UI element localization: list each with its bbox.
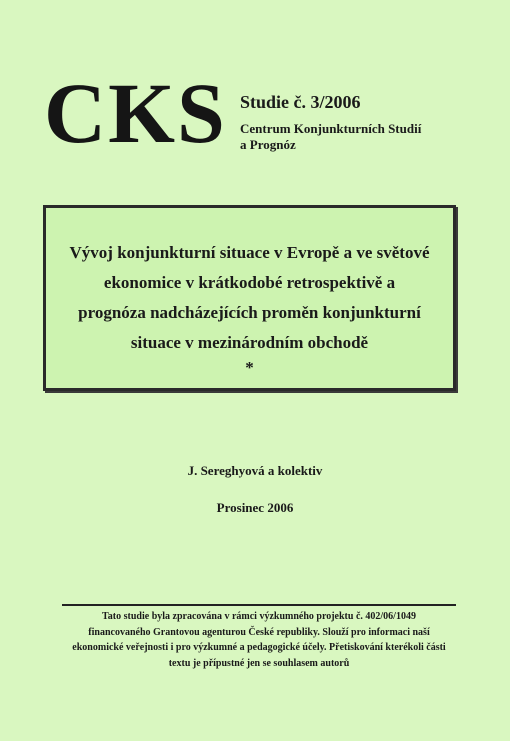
footnote-line-2: financovaného Grantovou agenturou České republiky. Slouží pro informaci naší xyxy=(88,626,430,638)
footnote-line-3: ekonomické veřejnosti i pro výzkumné a pedagogické účely. Přetiskování kterékoli části xyxy=(72,642,446,653)
asterisk: * xyxy=(245,358,254,377)
title-line-1: Vývoj konjunkturní situace v Evropě a ve světové xyxy=(69,243,430,262)
title-line-3: prognóza nadcházejících proměn konjunkturní xyxy=(78,303,421,322)
center-name-line1: Centrum Konjunkturních Studií xyxy=(240,121,422,136)
author: J. Sereghyová a kolektiv xyxy=(187,463,323,478)
footnote-line-4: textu je přípustné jen se souhlasem autorů xyxy=(168,657,350,669)
title-box xyxy=(43,205,456,391)
title-line-4: situace v mezinárodním obchodě xyxy=(130,333,369,352)
title-line-2: ekonomice v krátkodobé retrospektivě a xyxy=(103,273,396,292)
header-info xyxy=(240,92,421,153)
footnote xyxy=(52,609,466,671)
footnote-divider xyxy=(62,604,456,606)
footnote-line-1: Tato studie byla zpracována v rámci výzkumného projektu č. 402/06/1049 xyxy=(102,611,416,622)
cks-logo: CKS xyxy=(44,65,227,161)
study-number: Studie č. 3/2006 xyxy=(240,92,361,112)
center-name-line2: a Prognóz xyxy=(240,137,296,152)
document-title xyxy=(46,238,453,358)
publication-date: Prosinec 2006 xyxy=(216,500,294,515)
